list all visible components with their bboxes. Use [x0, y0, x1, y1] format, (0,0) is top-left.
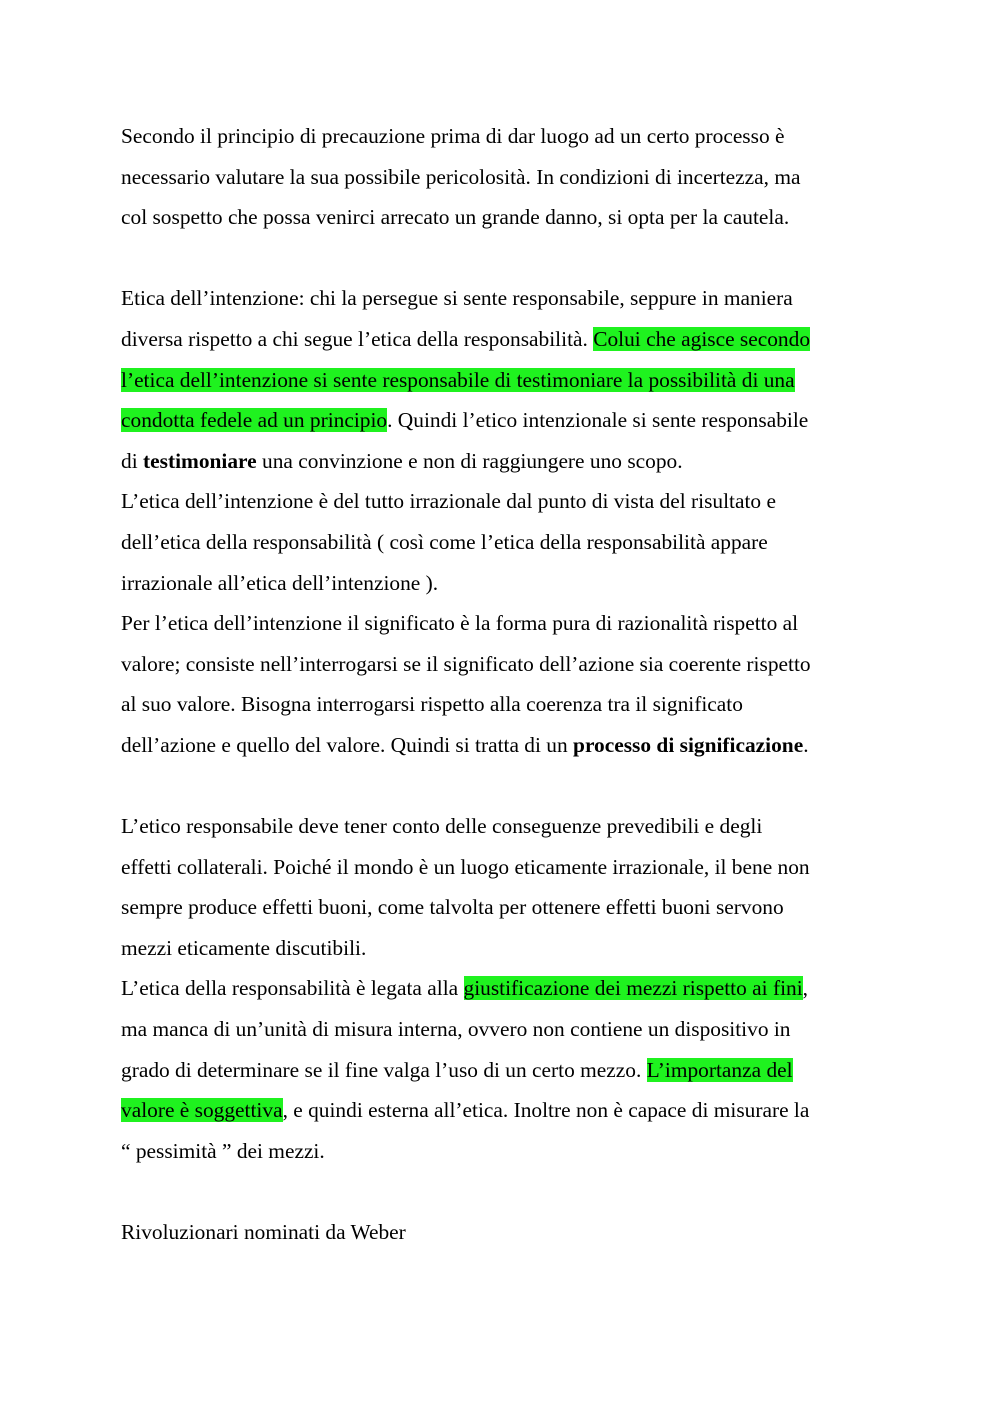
text-line: [121, 1212, 891, 1253]
text-line: [121, 1131, 891, 1172]
text-line: [121, 360, 891, 401]
text-line: [121, 1050, 891, 1091]
text-line: [121, 603, 891, 644]
paragraph: [121, 116, 891, 238]
text-run: ,: [802, 976, 809, 1001]
text-run: L’etico responsabile deve tener conto delle conseguenze prevedibili e degli: [121, 814, 763, 839]
text-line: [121, 157, 891, 198]
highlighted-text: Colui che agisce secondo: [593, 326, 811, 351]
text-run: una convinzione e non di raggiungere uno scopo.: [256, 448, 683, 473]
highlighted-text: L’importanza del: [646, 1057, 793, 1082]
paragraph: [121, 1212, 891, 1253]
text-run: .: [803, 732, 809, 757]
text-run: diversa rispetto a chi segue l’etica della responsabilità.: [121, 326, 594, 351]
text-run: Rivoluzionari nominati da Weber: [121, 1220, 406, 1245]
text-run: valore; consiste nell’interrogarsi se il significato dell’azione sia coerente rispetto: [121, 651, 811, 676]
text-run: sempre produce effetti buoni, come talvolta per ottenere effetti buoni servono: [121, 895, 784, 920]
text-line: [121, 1009, 891, 1050]
text-line: [121, 968, 891, 1009]
text-run: , e quindi esterna all’etica. Inoltre non è capace di misurare la: [282, 1098, 810, 1123]
text-line: [121, 400, 891, 441]
paragraph: [121, 278, 891, 765]
text-line: [121, 319, 891, 360]
text-line: [121, 441, 891, 482]
text-line: [121, 847, 891, 888]
text-line: [121, 644, 891, 685]
text-run: . Quindi l’etico intenzionale si sente responsabile: [387, 408, 809, 433]
paragraph-gap: [121, 1171, 891, 1212]
paragraph-gap: [121, 766, 891, 807]
text-run: Per l’etica dell’intenzione il significato è la forma pura di razionalità rispetto al: [121, 611, 799, 636]
bold-text: testimoniare: [143, 448, 257, 473]
text-run: L’etica dell’intenzione è del tutto irrazionale dal punto di vista del risultato e: [121, 489, 776, 514]
highlighted-text: l’etica dell’intenzione si sente responsabile di testimoniare la possibilità di una: [121, 367, 795, 392]
text-line: [121, 116, 891, 157]
text-run: Etica dell’intenzione: chi la persegue si sente responsabile, seppure in maniera: [121, 286, 793, 311]
text-run: irrazionale all’etica dell’intenzione ).: [121, 570, 439, 595]
text-line: [121, 928, 891, 969]
text-run: “ pessimità ” dei mezzi.: [121, 1138, 325, 1163]
text-line: [121, 522, 891, 563]
text-run: necessario valutare la sua possibile pericolosità. In condizioni di incertezza, ma: [121, 164, 801, 189]
text-run: dell’etica della responsabilità ( così come l’etica della responsabilità appare: [121, 529, 768, 554]
text-run: dell’azione e quello del valore. Quindi si tratta di un: [121, 732, 574, 757]
highlighted-text: giustificazione dei mezzi rispetto ai fini: [463, 976, 803, 1001]
paragraph-gap: [121, 238, 891, 279]
text-line: [121, 684, 891, 725]
text-line: [121, 725, 891, 766]
document-body: [121, 116, 891, 1253]
text-line: [121, 806, 891, 847]
text-line: [121, 563, 891, 604]
highlighted-text: condotta fedele ad un principio: [121, 408, 388, 433]
text-run: grado di determinare se il fine valga l’uso di un certo mezzo.: [121, 1057, 647, 1082]
text-run: al suo valore. Bisogna interrogarsi rispetto alla coerenza tra il significato: [121, 692, 743, 717]
text-line: [121, 278, 891, 319]
text-line: [121, 197, 891, 238]
text-run: Secondo il principio di precauzione prima di dar luogo ad un certo processo è: [121, 124, 785, 148]
text-line: [121, 481, 891, 522]
text-run: L’etica della responsabilità è legata alla: [121, 976, 464, 1001]
text-line: [121, 887, 891, 928]
text-run: effetti collaterali. Poiché il mondo è un luogo eticamente irrazionale, il bene non: [121, 854, 810, 879]
text-line: [121, 1090, 891, 1131]
bold-text: processo di significazione: [573, 732, 804, 757]
text-run: col sospetto che possa venirci arrecato un grande danno, si opta per la cautela.: [121, 205, 790, 230]
text-run: mezzi eticamente discutibili.: [121, 935, 367, 960]
highlighted-text: valore è soggettiva: [121, 1098, 283, 1123]
text-run: di: [121, 448, 143, 473]
paragraph: [121, 806, 891, 1171]
text-run: ma manca di un’unità di misura interna, ovvero non contiene un dispositivo in: [121, 1017, 791, 1042]
